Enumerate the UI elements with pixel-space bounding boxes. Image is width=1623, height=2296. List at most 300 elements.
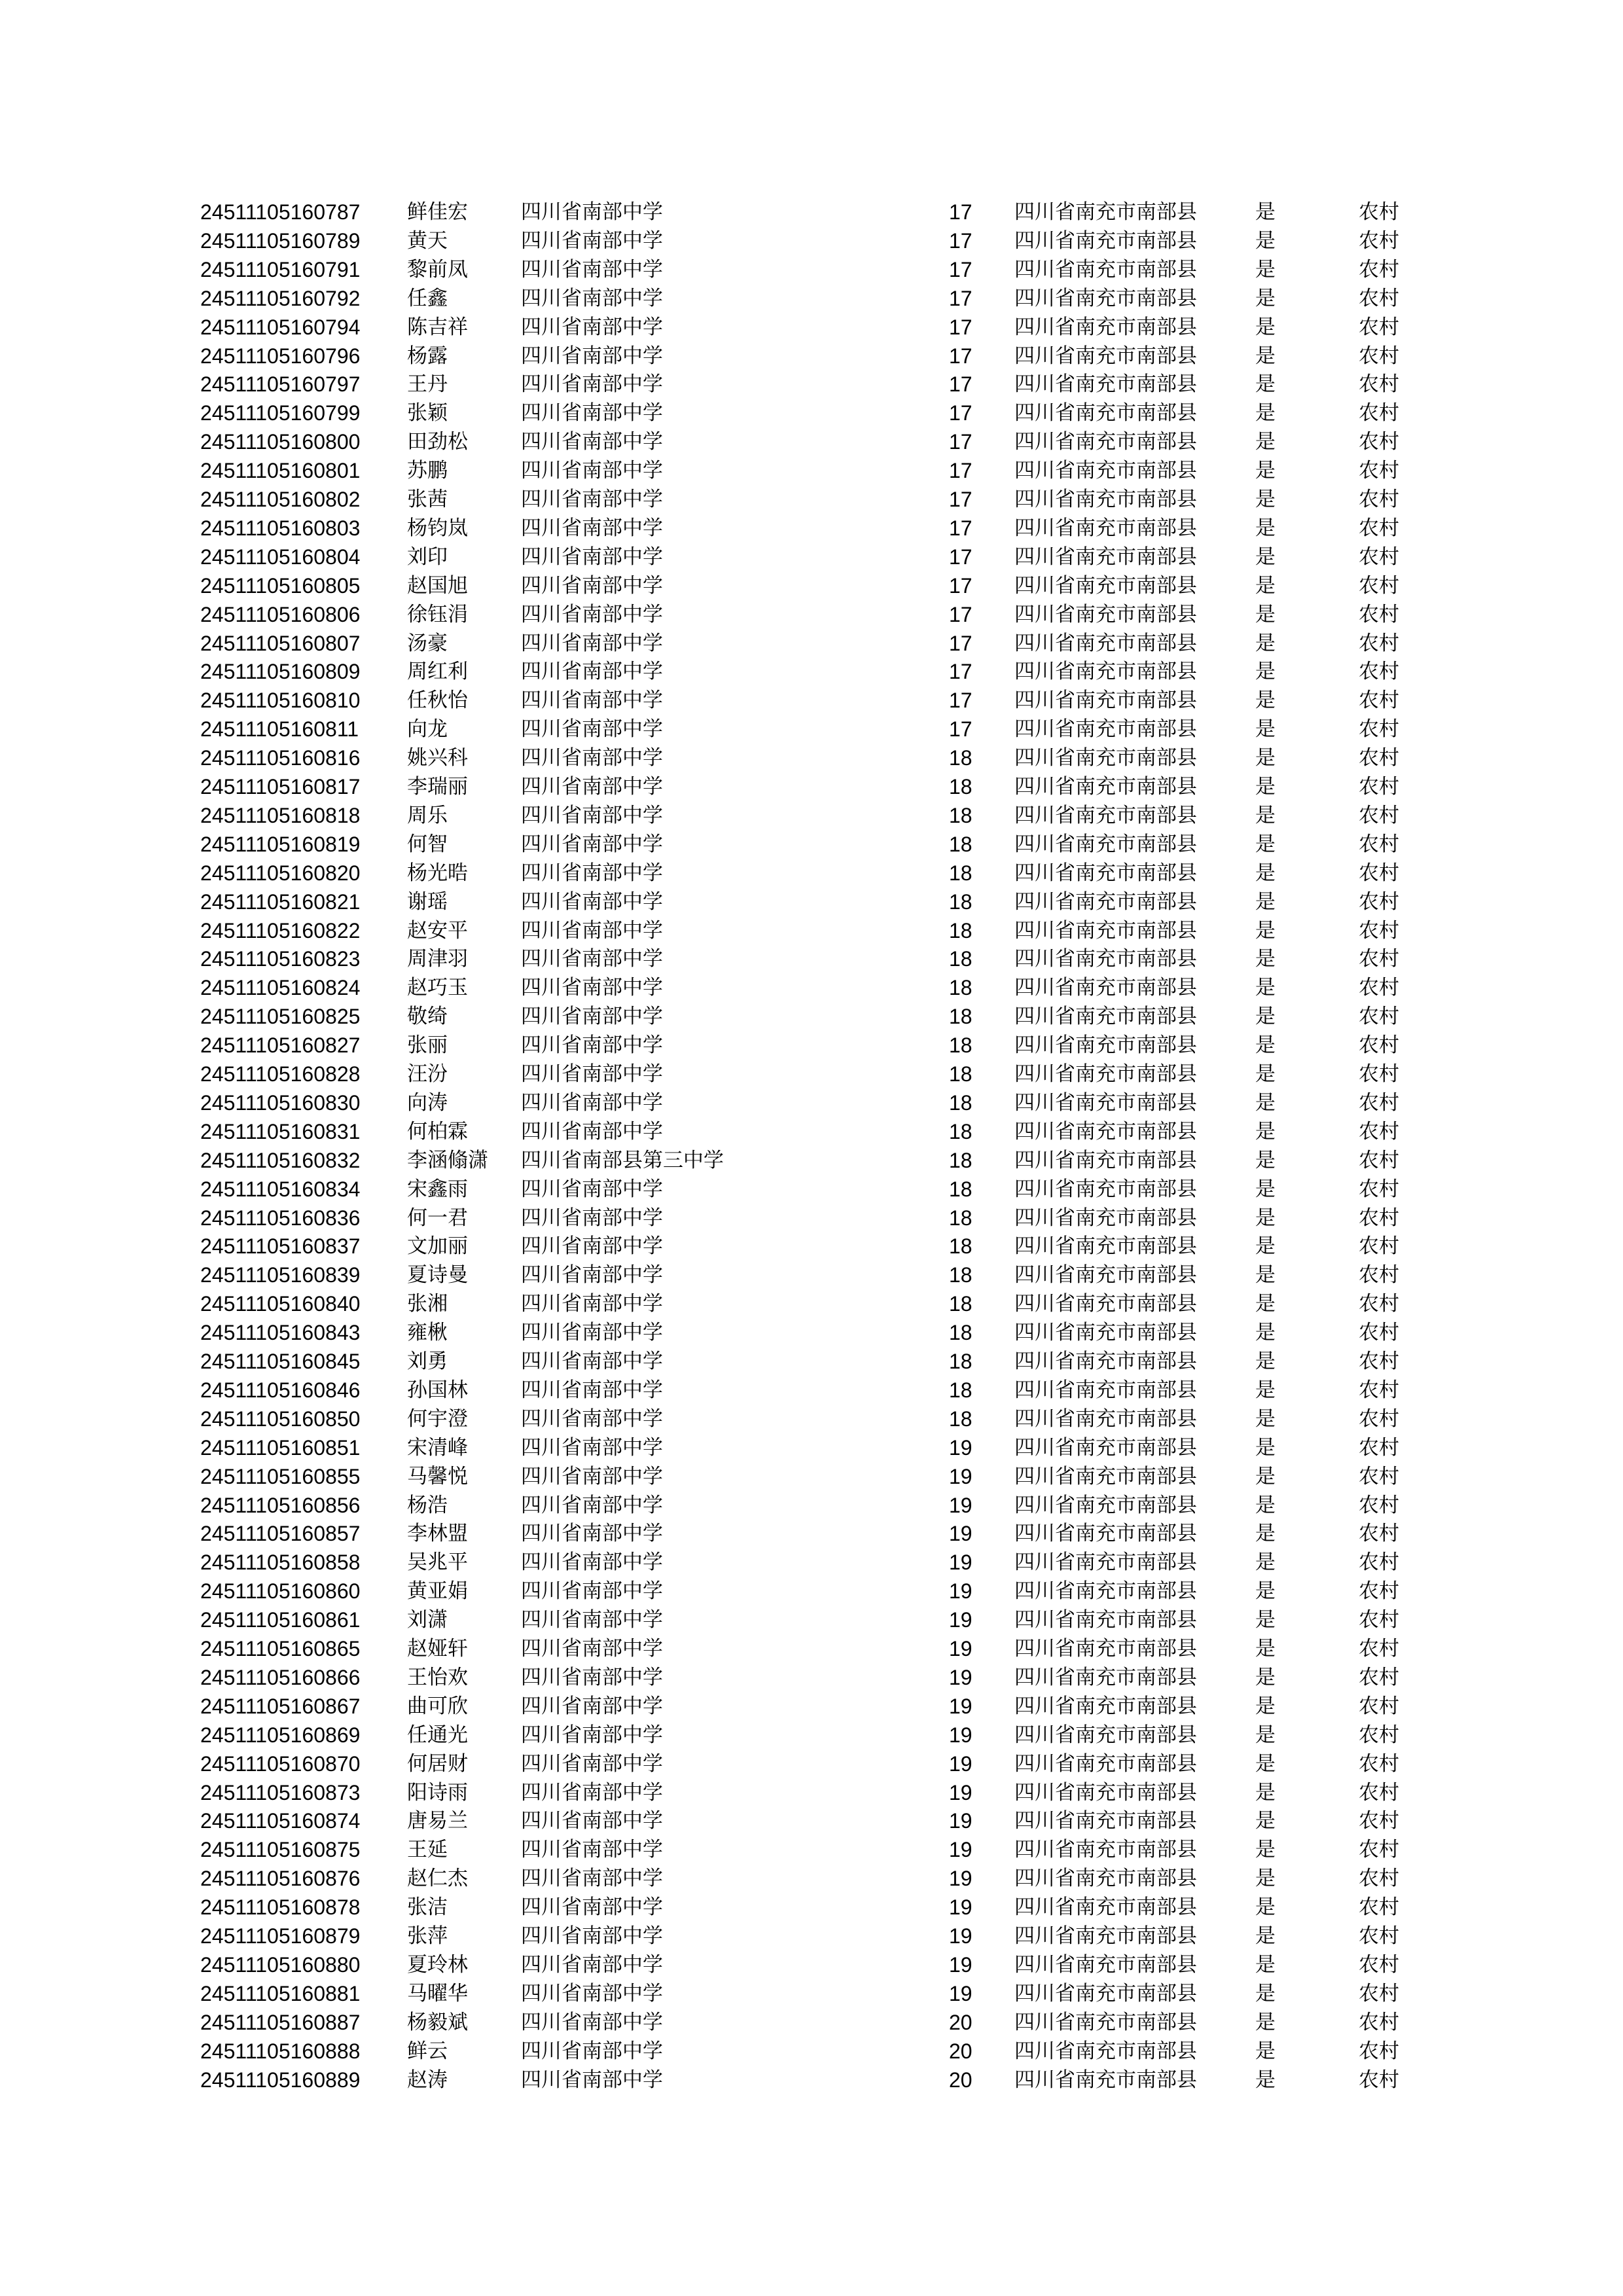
category-cell: 农村 [1359, 1206, 1399, 1230]
table-row [0, 1749, 1623, 1778]
student-name-cell: 夏诗曼 [407, 1263, 468, 1287]
table-row [0, 543, 1623, 571]
student-name-cell: 敬绮 [407, 1005, 448, 1029]
school-cell: 四川省南部中学 [521, 516, 663, 540]
table-row [0, 1721, 1623, 1749]
table-row [0, 801, 1623, 830]
residence-cell: 四川省南充市南部县 [1014, 200, 1197, 224]
score-cell: 18 [949, 1378, 972, 1402]
score-cell: 18 [949, 918, 972, 942]
flag-cell: 是 [1255, 286, 1275, 310]
table-row [0, 514, 1623, 543]
student-id-cell: 24511105160850 [200, 1407, 361, 1431]
table-row [0, 772, 1623, 801]
residence-cell: 四川省南充市南部县 [1014, 430, 1197, 454]
student-id-cell: 24511105160831 [200, 1119, 361, 1143]
residence-cell: 四川省南充市南部县 [1014, 976, 1197, 1000]
flag-cell: 是 [1255, 372, 1275, 397]
flag-cell: 是 [1255, 1665, 1275, 1689]
table-row [0, 1634, 1623, 1663]
residence-cell: 四川省南充市南部县 [1014, 1090, 1197, 1115]
flag-cell: 是 [1255, 1435, 1275, 1460]
student-name-cell: 赵涛 [407, 2068, 448, 2092]
school-cell: 四川省南部中学 [521, 803, 663, 827]
residence-cell: 四川省南充市南部县 [1014, 889, 1197, 914]
student-id-cell: 24511105160817 [200, 775, 361, 798]
table-row [0, 916, 1623, 945]
student-name-cell: 张洁 [407, 1895, 448, 1920]
table-row [0, 944, 1623, 973]
category-cell: 农村 [1359, 1723, 1399, 1747]
school-cell: 四川省南部中学 [521, 1435, 663, 1460]
school-cell: 四川省南部中学 [521, 1522, 663, 1546]
student-id-cell: 24511105160794 [200, 315, 361, 339]
student-id-cell: 24511105160839 [200, 1263, 361, 1287]
student-name-cell: 刘潇 [407, 1608, 448, 1632]
flag-cell: 是 [1255, 2010, 1275, 2034]
student-name-cell: 黄亚娟 [407, 1579, 468, 1604]
residence-cell: 四川省南充市南部县 [1014, 2039, 1197, 2063]
score-cell: 18 [949, 1234, 972, 1259]
flag-cell: 是 [1255, 832, 1275, 856]
table-row [0, 1060, 1623, 1088]
category-cell: 农村 [1359, 1062, 1399, 1086]
residence-cell: 四川省南充市南部县 [1014, 1895, 1197, 1920]
student-name-cell: 汤豪 [407, 631, 448, 655]
category-cell: 农村 [1359, 1263, 1399, 1287]
table-row [0, 571, 1623, 600]
student-id-cell: 24511105160887 [200, 2010, 361, 2034]
student-id-cell: 24511105160866 [200, 1665, 361, 1689]
flag-cell: 是 [1255, 344, 1275, 368]
category-cell: 农村 [1359, 488, 1399, 511]
category-cell: 农村 [1359, 1780, 1399, 1804]
table-row [0, 657, 1623, 686]
residence-cell: 四川省南充市南部县 [1014, 660, 1197, 684]
table-row [0, 1117, 1623, 1146]
residence-cell: 四川省南充市南部县 [1014, 1694, 1197, 1718]
student-name-cell: 杨露 [407, 344, 448, 368]
student-id-cell: 24511105160819 [200, 832, 361, 856]
school-cell: 四川省南部中学 [521, 1780, 663, 1804]
school-cell: 四川省南部中学 [521, 1033, 663, 1058]
student-name-cell: 张萍 [407, 1924, 448, 1948]
table-row [0, 1318, 1623, 1347]
flag-cell: 是 [1255, 1350, 1275, 1373]
student-id-cell: 24511105160818 [200, 803, 361, 827]
student-id-cell: 24511105160809 [200, 660, 361, 684]
category-cell: 农村 [1359, 315, 1399, 339]
student-name-cell: 张颖 [407, 401, 448, 425]
table-row [0, 1692, 1623, 1721]
school-cell: 四川省南部中学 [521, 573, 663, 598]
residence-cell: 四川省南充市南部县 [1014, 1062, 1197, 1086]
flag-cell: 是 [1255, 1005, 1275, 1029]
table-row [0, 313, 1623, 342]
school-cell: 四川省南部中学 [521, 947, 663, 971]
student-id-cell: 24511105160810 [200, 689, 361, 713]
score-cell: 17 [949, 257, 972, 281]
score-cell: 18 [949, 1090, 972, 1115]
student-name-cell: 王怡欢 [407, 1665, 468, 1689]
category-cell: 农村 [1359, 1435, 1399, 1460]
student-id-cell: 24511105160870 [200, 1751, 361, 1776]
school-cell: 四川省南部中学 [521, 372, 663, 397]
table-row [0, 1376, 1623, 1405]
student-name-cell: 姚兴科 [407, 746, 468, 770]
residence-cell: 四川省南充市南部县 [1014, 861, 1197, 885]
score-cell: 19 [949, 1751, 972, 1776]
category-cell: 农村 [1359, 1579, 1399, 1604]
school-cell: 四川省南部中学 [521, 832, 663, 856]
residence-cell: 四川省南充市南部县 [1014, 1119, 1197, 1143]
flag-cell: 是 [1255, 1090, 1275, 1115]
flag-cell: 是 [1255, 976, 1275, 1000]
category-cell: 农村 [1359, 1292, 1399, 1316]
student-name-cell: 雍楸 [407, 1321, 448, 1345]
table-row [0, 1605, 1623, 1634]
residence-cell: 四川省南充市南部县 [1014, 1407, 1197, 1431]
flag-cell: 是 [1255, 1895, 1275, 1920]
school-cell: 四川省南部中学 [521, 2068, 663, 2092]
school-cell: 四川省南部中学 [521, 1895, 663, 1920]
student-name-cell: 杨浩 [407, 1493, 448, 1517]
table-row [0, 226, 1623, 255]
flag-cell: 是 [1255, 861, 1275, 885]
category-cell: 农村 [1359, 430, 1399, 454]
student-id-cell: 24511105160801 [200, 459, 361, 483]
student-id-cell: 24511105160800 [200, 430, 361, 454]
student-name-cell: 任秋怡 [407, 689, 468, 713]
student-name-cell: 文加丽 [407, 1234, 468, 1259]
residence-cell: 四川省南充市南部县 [1014, 947, 1197, 971]
student-id-cell: 24511105160803 [200, 516, 361, 540]
school-cell: 四川省南部中学 [521, 1981, 663, 2005]
school-cell: 四川省南部中学 [521, 1263, 663, 1287]
school-cell: 四川省南部中学 [521, 257, 663, 281]
student-name-cell: 唐易兰 [407, 1809, 468, 1833]
score-cell: 17 [949, 602, 972, 626]
category-cell: 农村 [1359, 631, 1399, 655]
category-cell: 农村 [1359, 1177, 1399, 1201]
school-cell: 四川省南部中学 [521, 1493, 663, 1517]
residence-cell: 四川省南充市南部县 [1014, 1263, 1197, 1287]
school-cell: 四川省南部中学 [521, 1665, 663, 1689]
student-id-cell: 24511105160802 [200, 488, 361, 511]
category-cell: 农村 [1359, 573, 1399, 598]
residence-cell: 四川省南充市南部县 [1014, 459, 1197, 483]
table-row [0, 859, 1623, 888]
score-cell: 18 [949, 775, 972, 798]
residence-cell: 四川省南充市南部县 [1014, 1952, 1197, 1977]
residence-cell: 四川省南充市南部县 [1014, 631, 1197, 655]
school-cell: 四川省南部中学 [521, 1551, 663, 1575]
category-cell: 农村 [1359, 1005, 1399, 1029]
residence-cell: 四川省南充市南部县 [1014, 2068, 1197, 2092]
flag-cell: 是 [1255, 1608, 1275, 1632]
student-id-cell: 24511105160860 [200, 1579, 361, 1604]
student-name-cell: 张湘 [407, 1292, 448, 1316]
category-cell: 农村 [1359, 1551, 1399, 1575]
category-cell: 农村 [1359, 1493, 1399, 1517]
student-name-cell: 杨光晧 [407, 861, 468, 885]
school-cell: 四川省南部中学 [521, 430, 663, 454]
category-cell: 农村 [1359, 947, 1399, 971]
school-cell: 四川省南部中学 [521, 2010, 663, 2034]
student-id-cell: 24511105160880 [200, 1952, 361, 1977]
category-cell: 农村 [1359, 1952, 1399, 1977]
table-row [0, 1204, 1623, 1232]
table-row [0, 1519, 1623, 1548]
residence-cell: 四川省南充市南部县 [1014, 1493, 1197, 1517]
category-cell: 农村 [1359, 1608, 1399, 1632]
student-id-cell: 24511105160875 [200, 1838, 361, 1862]
table-row [0, 1088, 1623, 1117]
school-cell: 四川省南部中学 [521, 1751, 663, 1776]
student-name-cell: 赵安平 [407, 918, 468, 942]
student-name-cell: 赵国旭 [407, 573, 468, 598]
school-cell: 四川省南部中学 [521, 344, 663, 368]
score-cell: 18 [949, 1033, 972, 1058]
table-row [0, 1031, 1623, 1060]
school-cell: 四川省南部中学 [521, 459, 663, 483]
score-cell: 19 [949, 1867, 972, 1891]
score-cell: 18 [949, 1321, 972, 1345]
flag-cell: 是 [1255, 1292, 1275, 1316]
table-row [0, 456, 1623, 485]
flag-cell: 是 [1255, 1694, 1275, 1718]
student-name-cell: 鲜佳宏 [407, 200, 468, 224]
student-id-cell: 24511105160807 [200, 631, 361, 655]
school-cell: 四川省南部中学 [521, 1608, 663, 1632]
residence-cell: 四川省南充市南部县 [1014, 257, 1197, 281]
school-cell: 四川省南部中学 [521, 1350, 663, 1373]
residence-cell: 四川省南充市南部县 [1014, 1321, 1197, 1345]
table-row [0, 284, 1623, 313]
student-id-cell: 24511105160828 [200, 1062, 361, 1086]
score-cell: 17 [949, 689, 972, 713]
flag-cell: 是 [1255, 1579, 1275, 1604]
category-cell: 农村 [1359, 861, 1399, 885]
school-cell: 四川省南部中学 [521, 1177, 663, 1201]
school-cell: 四川省南部中学 [521, 1234, 663, 1259]
residence-cell: 四川省南充市南部县 [1014, 1206, 1197, 1230]
school-cell: 四川省南部中学 [521, 746, 663, 770]
score-cell: 18 [949, 1062, 972, 1086]
score-cell: 17 [949, 516, 972, 540]
school-cell: 四川省南部中学 [521, 1292, 663, 1316]
student-name-cell: 周津羽 [407, 947, 468, 971]
school-cell: 四川省南部中学 [521, 689, 663, 713]
flag-cell: 是 [1255, 401, 1275, 425]
student-name-cell: 何柏霖 [407, 1119, 468, 1143]
score-cell: 18 [949, 947, 972, 971]
flag-cell: 是 [1255, 775, 1275, 798]
score-cell: 19 [949, 1579, 972, 1604]
flag-cell: 是 [1255, 2068, 1275, 2092]
residence-cell: 四川省南充市南部县 [1014, 918, 1197, 942]
score-cell: 19 [949, 1809, 972, 1833]
residence-cell: 四川省南充市南部县 [1014, 1464, 1197, 1488]
category-cell: 农村 [1359, 2010, 1399, 2034]
student-name-cell: 宋鑫雨 [407, 1177, 468, 1201]
flag-cell: 是 [1255, 573, 1275, 598]
category-cell: 农村 [1359, 545, 1399, 569]
category-cell: 农村 [1359, 516, 1399, 540]
score-cell: 17 [949, 401, 972, 425]
residence-cell: 四川省南充市南部县 [1014, 1350, 1197, 1373]
score-cell: 17 [949, 430, 972, 454]
student-name-cell: 向龙 [407, 717, 448, 742]
flag-cell: 是 [1255, 1809, 1275, 1833]
category-cell: 农村 [1359, 1895, 1399, 1920]
flag-cell: 是 [1255, 1407, 1275, 1431]
category-cell: 农村 [1359, 1378, 1399, 1402]
student-id-cell: 24511105160821 [200, 889, 361, 914]
category-cell: 农村 [1359, 689, 1399, 713]
flag-cell: 是 [1255, 1723, 1275, 1747]
category-cell: 农村 [1359, 1350, 1399, 1373]
residence-cell: 四川省南充市南部县 [1014, 488, 1197, 511]
score-cell: 17 [949, 717, 972, 742]
score-cell: 19 [949, 1665, 972, 1689]
table-row [0, 1835, 1623, 1864]
residence-cell: 四川省南充市南部县 [1014, 2010, 1197, 2034]
score-cell: 19 [949, 1551, 972, 1575]
student-name-cell: 李瑞丽 [407, 775, 468, 798]
student-name-cell: 曲可欣 [407, 1694, 468, 1718]
flag-cell: 是 [1255, 803, 1275, 827]
score-cell: 18 [949, 1005, 972, 1029]
table-row [0, 1864, 1623, 1893]
student-id-cell: 24511105160792 [200, 286, 361, 310]
student-name-cell: 任鑫 [407, 286, 448, 310]
score-cell: 17 [949, 660, 972, 684]
score-cell: 17 [949, 344, 972, 368]
table-row [0, 2037, 1623, 2066]
student-id-cell: 24511105160846 [200, 1378, 361, 1402]
score-cell: 17 [949, 228, 972, 253]
student-id-cell: 24511105160881 [200, 1981, 361, 2005]
category-cell: 农村 [1359, 1321, 1399, 1345]
student-name-cell: 陈吉祥 [407, 315, 468, 339]
table-row [0, 1778, 1623, 1807]
category-cell: 农村 [1359, 257, 1399, 281]
student-name-cell: 王延 [407, 1838, 448, 1862]
category-cell: 农村 [1359, 1637, 1399, 1660]
score-cell: 18 [949, 1292, 972, 1316]
school-cell: 四川省南部中学 [521, 631, 663, 655]
table-row [0, 1002, 1623, 1031]
flag-cell: 是 [1255, 689, 1275, 713]
student-name-cell: 马馨悦 [407, 1464, 468, 1488]
category-cell: 农村 [1359, 1809, 1399, 1833]
student-id-cell: 24511105160873 [200, 1780, 361, 1804]
school-cell: 四川省南部中学 [521, 488, 663, 511]
school-cell: 四川省南部中学 [521, 1924, 663, 1948]
score-cell: 18 [949, 861, 972, 885]
student-id-cell: 24511105160874 [200, 1809, 361, 1833]
school-cell: 四川省南部中学 [521, 918, 663, 942]
score-cell: 19 [949, 1694, 972, 1718]
student-name-cell: 杨毅斌 [407, 2010, 468, 2034]
school-cell: 四川省南部中学 [521, 315, 663, 339]
residence-cell: 四川省南充市南部县 [1014, 1867, 1197, 1891]
table-row [0, 1146, 1623, 1175]
residence-cell: 四川省南充市南部县 [1014, 1665, 1197, 1689]
school-cell: 四川省南部中学 [521, 1005, 663, 1029]
student-name-cell: 黎前凤 [407, 257, 468, 281]
student-name-cell: 李林盟 [407, 1522, 468, 1546]
residence-cell: 四川省南充市南部县 [1014, 1924, 1197, 1948]
student-id-cell: 24511105160787 [200, 200, 361, 224]
category-cell: 农村 [1359, 1119, 1399, 1143]
residence-cell: 四川省南充市南部县 [1014, 1780, 1197, 1804]
flag-cell: 是 [1255, 1522, 1275, 1546]
score-cell: 19 [949, 1981, 972, 2005]
category-cell: 农村 [1359, 1234, 1399, 1259]
student-name-cell: 宋清峰 [407, 1435, 468, 1460]
category-cell: 农村 [1359, 1522, 1399, 1546]
category-cell: 农村 [1359, 2068, 1399, 2092]
school-cell: 四川省南部中学 [521, 1407, 663, 1431]
residence-cell: 四川省南充市南部县 [1014, 832, 1197, 856]
category-cell: 农村 [1359, 1838, 1399, 1862]
score-cell: 17 [949, 545, 972, 569]
table-row [0, 1663, 1623, 1692]
score-cell: 18 [949, 1119, 972, 1143]
student-name-cell: 谢瑶 [407, 889, 448, 914]
table-row [0, 370, 1623, 399]
score-cell: 17 [949, 459, 972, 483]
student-name-cell: 赵巧玉 [407, 976, 468, 1000]
student-name-cell: 杨钧岚 [407, 516, 468, 540]
school-cell: 四川省南部中学 [521, 602, 663, 626]
school-cell: 四川省南部中学 [521, 1464, 663, 1488]
school-cell: 四川省南部中学 [521, 1838, 663, 1862]
student-name-cell: 李涵翛潇 [407, 1148, 488, 1172]
table-row [0, 1950, 1623, 1979]
flag-cell: 是 [1255, 1234, 1275, 1259]
residence-cell: 四川省南充市南部县 [1014, 286, 1197, 310]
student-name-cell: 向涛 [407, 1090, 448, 1115]
student-id-cell: 24511105160799 [200, 401, 361, 425]
category-cell: 农村 [1359, 1665, 1399, 1689]
student-id-cell: 24511105160830 [200, 1090, 361, 1115]
school-cell: 四川省南部中学 [521, 976, 663, 1000]
score-cell: 17 [949, 573, 972, 598]
school-cell: 四川省南部县第三中学 [521, 1148, 724, 1172]
student-name-cell: 赵娅轩 [407, 1637, 468, 1660]
flag-cell: 是 [1255, 947, 1275, 971]
flag-cell: 是 [1255, 516, 1275, 540]
student-id-cell: 24511105160878 [200, 1895, 361, 1920]
score-cell: 20 [949, 2010, 972, 2034]
school-cell: 四川省南部中学 [521, 401, 663, 425]
score-cell: 19 [949, 1464, 972, 1488]
residence-cell: 四川省南充市南部县 [1014, 1522, 1197, 1546]
table-row [0, 1491, 1623, 1520]
residence-cell: 四川省南充市南部县 [1014, 1005, 1197, 1029]
score-cell: 18 [949, 746, 972, 770]
flag-cell: 是 [1255, 315, 1275, 339]
school-cell: 四川省南部中学 [521, 1062, 663, 1086]
student-id-cell: 24511105160822 [200, 918, 361, 942]
student-name-cell: 刘印 [407, 545, 448, 569]
score-cell: 17 [949, 631, 972, 655]
student-name-cell: 赵仁杰 [407, 1867, 468, 1891]
student-id-cell: 24511105160879 [200, 1924, 361, 1948]
